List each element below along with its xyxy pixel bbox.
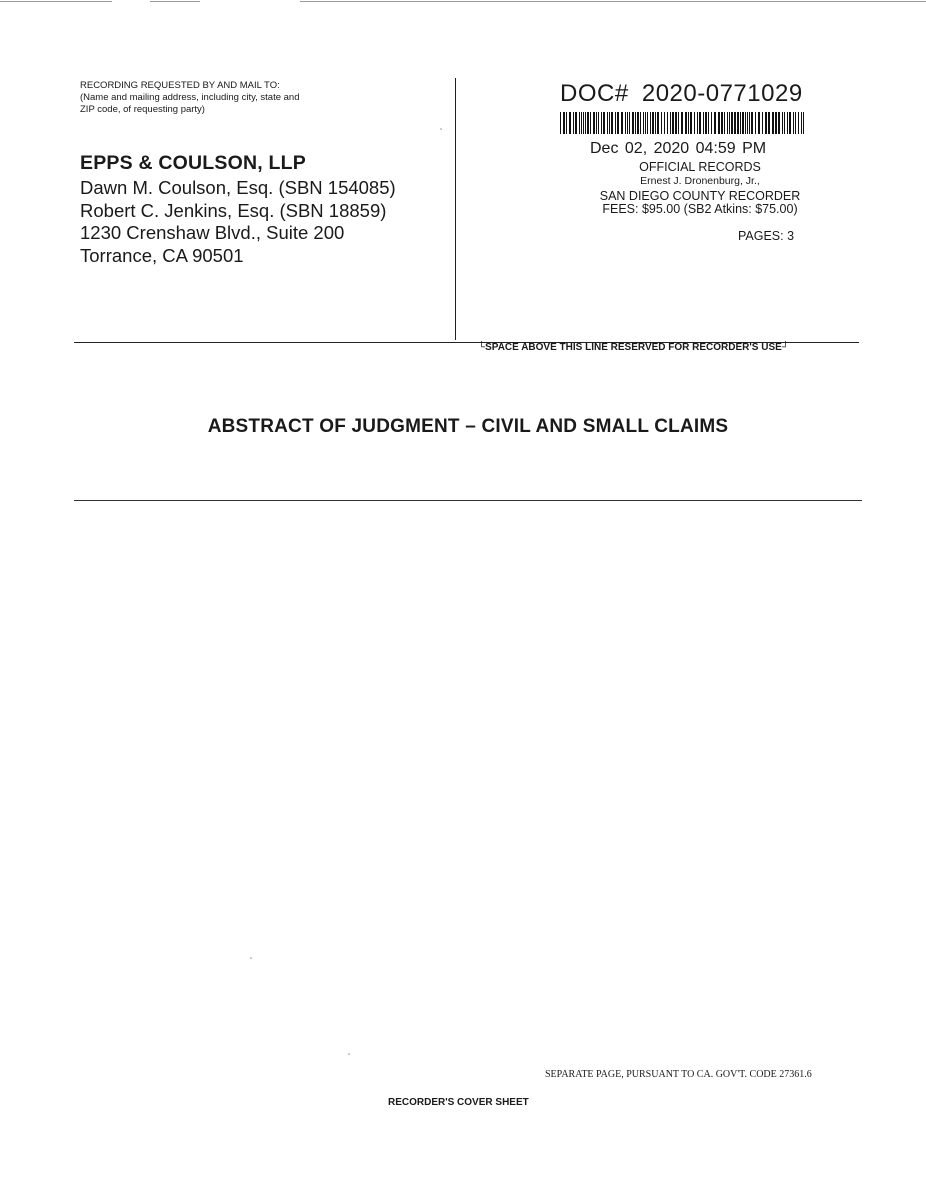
barcode-bar (758, 112, 760, 134)
barcode-bar (772, 112, 774, 134)
barcode-bar (742, 112, 744, 134)
barcode-bar (749, 112, 750, 134)
barcode-bar (601, 112, 602, 134)
barcode-bar (787, 112, 788, 134)
barcode-bar (583, 112, 584, 134)
cover-sheet-label: RECORDER'S COVER SHEET (388, 1097, 529, 1108)
barcode-bar (647, 112, 648, 134)
barcode-bar (579, 112, 580, 134)
barcode-bar (795, 112, 796, 134)
barcode-bar (688, 112, 689, 134)
barcode-bar (801, 112, 802, 134)
barcode-bar (627, 112, 628, 134)
barcode-bar (569, 112, 571, 134)
street-address: 1230 Crenshaw Blvd., Suite 200 (80, 222, 345, 243)
barcode-bar (581, 112, 582, 134)
barcode-bar (670, 112, 671, 134)
barcode-bar (727, 112, 728, 134)
barcode-bar (690, 112, 692, 134)
request-label: RECORDING REQUESTED BY AND MAIL TO: (80, 80, 280, 91)
recorder-office: SAN DIEGO COUNTY RECORDER (599, 189, 801, 203)
barcode-bar (685, 112, 687, 134)
city-state-zip: Torrance, CA 90501 (80, 245, 244, 266)
barcode-bar (731, 112, 733, 134)
barcode-bar (625, 112, 626, 134)
page-count: PAGES: 3 (738, 229, 795, 243)
barcode-bar (768, 112, 770, 134)
barcode-bar (635, 112, 636, 134)
barcode-bar (593, 112, 595, 134)
barcode-bar (643, 112, 644, 134)
request-note-2: ZIP code, of requesting party) (80, 104, 205, 115)
firm-name: EPPS & COULSON, LLP (80, 152, 306, 174)
barcode-bar (615, 112, 616, 134)
barcode-bar (629, 112, 630, 134)
barcode-bar (598, 112, 599, 134)
barcode-bar (705, 112, 707, 134)
barcode-bar (745, 112, 746, 134)
barcode-bar (652, 112, 654, 134)
barcode-bar (566, 112, 567, 134)
barcode-bar (657, 112, 659, 134)
barcode-bar (697, 112, 698, 134)
barcode-bar (803, 112, 804, 134)
barcode-bar (765, 112, 767, 134)
barcode-bar (617, 112, 619, 134)
barcode-bar (575, 112, 577, 134)
attorney-1: Dawn M. Coulson, Esq. (SBN 154085) (80, 177, 396, 198)
barcode-bar (714, 112, 716, 134)
scan-edge (0, 0, 926, 8)
record-date-time: Dec 02, 2020 04:59 PM (590, 140, 767, 157)
barcode-bar (632, 112, 634, 134)
barcode-bar (675, 112, 677, 134)
header-divider-vertical (455, 78, 456, 340)
attorney-2: Robert C. Jenkins, Esq. (SBN 18859) (80, 200, 387, 221)
barcode-bar (711, 112, 712, 134)
scan-speck (250, 957, 252, 959)
barcode-bar (751, 112, 753, 134)
barcode-bar (694, 112, 695, 134)
barcode-bar (596, 112, 597, 134)
title-divider-line (74, 500, 862, 501)
barcode-bar (637, 112, 639, 134)
barcode-bar (587, 112, 589, 134)
barcode-bar (609, 112, 610, 134)
recorder-space-note (478, 342, 789, 353)
barcode-bar (640, 112, 641, 134)
barcode-bar (590, 112, 591, 134)
barcode-bar (708, 112, 709, 134)
scan-speck (348, 1053, 350, 1055)
barcode-bar (664, 112, 665, 134)
barcode-bar (778, 112, 780, 134)
barcode-bar (603, 112, 605, 134)
barcode-bar (737, 112, 739, 134)
request-label-block (80, 80, 300, 116)
barcode-bar (650, 112, 651, 134)
barcode-bar (718, 112, 720, 134)
separate-page-note: SEPARATE PAGE, PURSUANT TO CA. GOV'T. CODE 27361.6 (545, 1069, 812, 1080)
barcode-bar (661, 112, 662, 134)
doc-number: DOC# 2020-0771029 (560, 80, 803, 107)
barcode-bar (681, 112, 683, 134)
barcode-bar (740, 112, 741, 134)
corner-bracket-left-icon: └ (478, 342, 486, 353)
barcode-bar (585, 112, 586, 134)
document-title: ABSTRACT OF JUDGMENT – CIVIL AND SMALL CLAIMS (207, 416, 729, 437)
barcode-bar (729, 112, 730, 134)
barcode-bar (775, 112, 777, 134)
barcode-bar (755, 112, 756, 134)
barcode-bar (782, 112, 783, 134)
space-note-text: SPACE ABOVE THIS LINE RESERVED FOR RECORDER'S USE (485, 342, 782, 353)
barcode-bar (798, 112, 799, 134)
barcode-bar (721, 112, 723, 134)
barcode-bar (573, 112, 574, 134)
corner-bracket-right-icon: ┘ (781, 342, 789, 353)
barcode-bar (724, 112, 725, 134)
request-note-1: (Name and mailing address, including city, state and (80, 92, 300, 103)
barcode-bar (678, 112, 679, 134)
barcode-bar (560, 112, 561, 134)
barcode-bar (703, 112, 704, 134)
barcode-bar (672, 112, 674, 134)
barcode-icon (560, 112, 808, 134)
barcode-bar (611, 112, 613, 134)
barcode-bar (621, 112, 623, 134)
barcode-bar (655, 112, 656, 134)
recorder-name: Ernest J. Dronenburg, Jr., (640, 175, 760, 187)
barcode-bar (645, 112, 646, 134)
barcode-bar (793, 112, 794, 134)
barcode-bar (762, 112, 763, 134)
barcode-bar (607, 112, 608, 134)
barcode-bar (789, 112, 791, 134)
barcode-bar (784, 112, 785, 134)
barcode-bar (699, 112, 701, 134)
barcode-bar (563, 112, 565, 134)
official-records: OFFICIAL RECORDS (639, 160, 761, 174)
scan-speck (440, 128, 442, 130)
barcode-bar (734, 112, 736, 134)
barcode-bar (667, 112, 668, 134)
recording-fees: FEES: $95.00 (SB2 Atkins: $75.00) (602, 202, 798, 216)
barcode-bar (747, 112, 748, 134)
